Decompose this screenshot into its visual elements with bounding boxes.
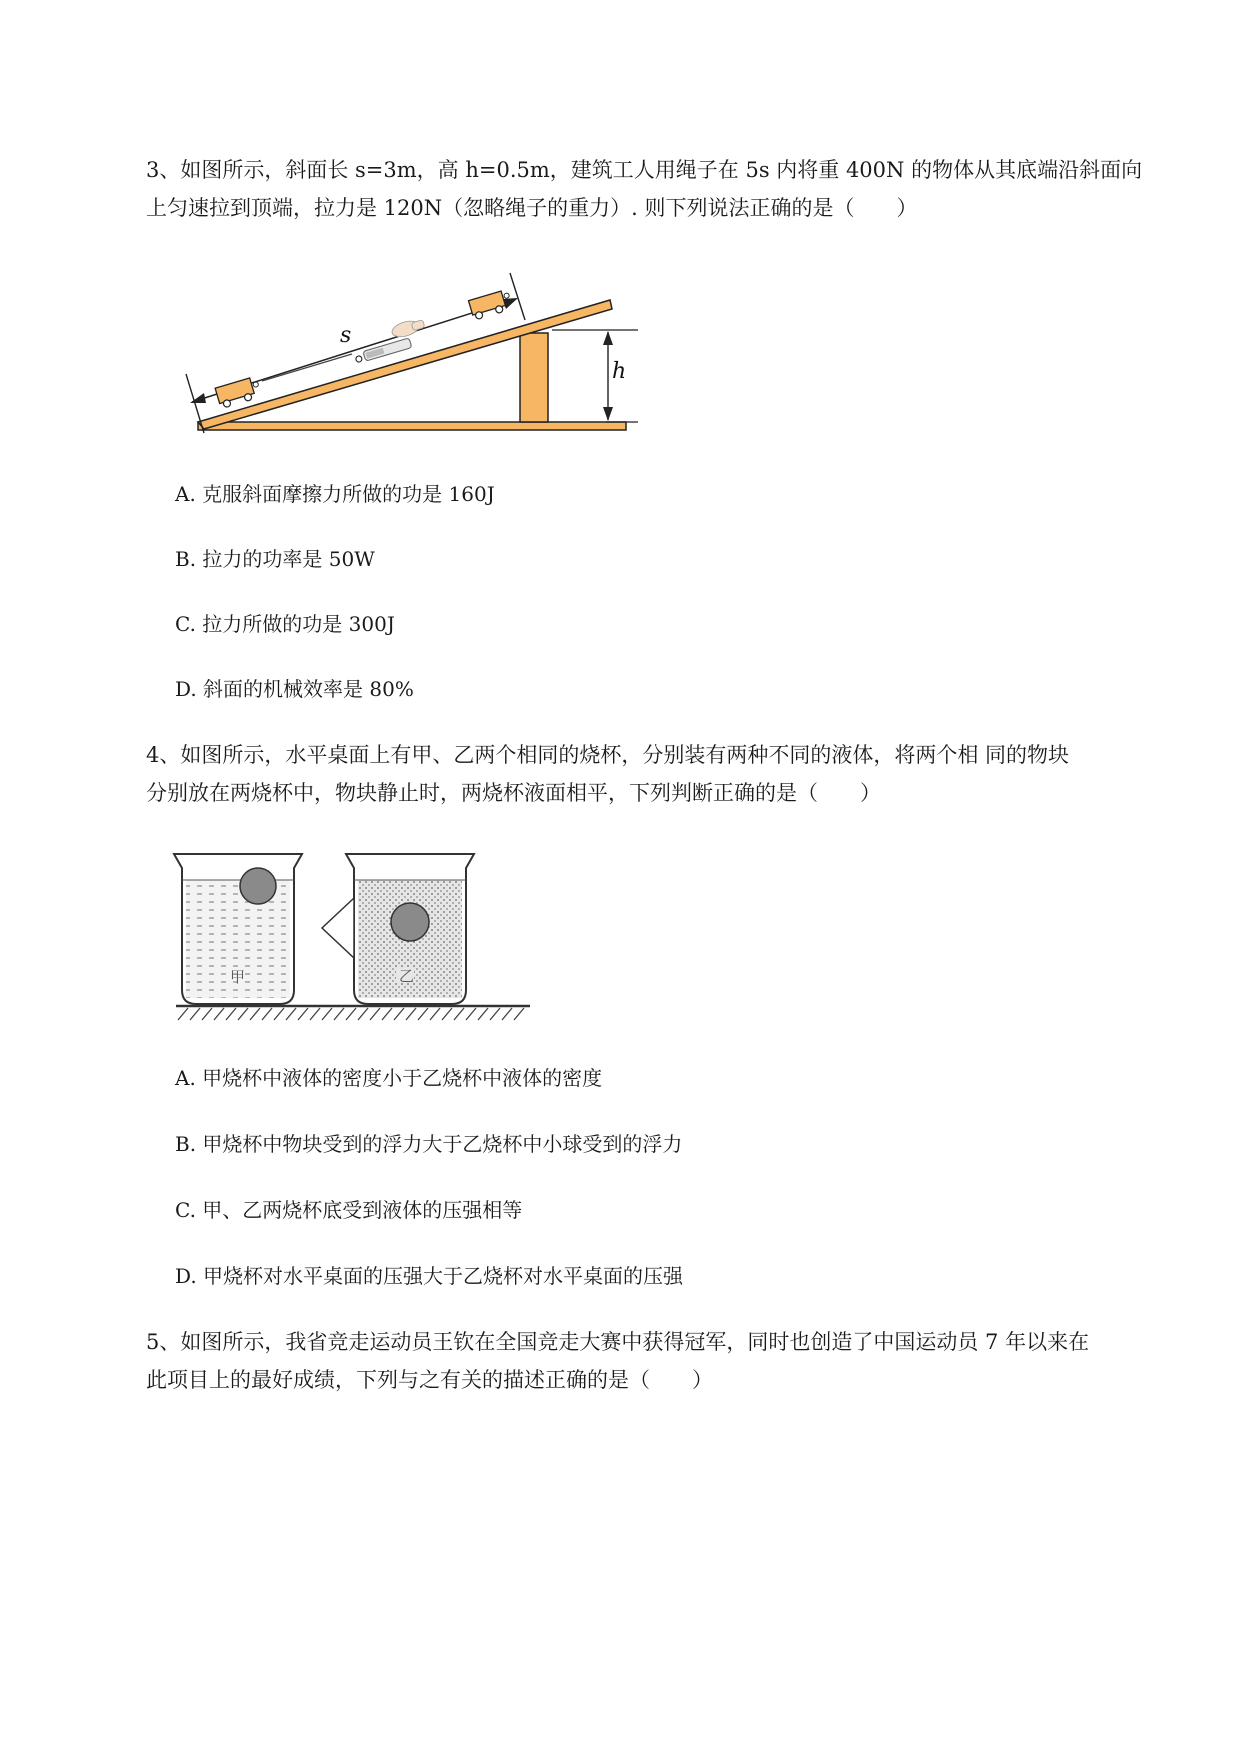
q4-option-d: D. 甲烧杯对水平桌面的压强大于乙烧杯对水平桌面的压强	[175, 1264, 684, 1288]
q3-option-a: A. 克服斜面摩擦力所做的功是 160J	[175, 482, 495, 506]
cart-bottom	[215, 376, 262, 409]
q3-option-c: C. 拉力所做的功是 300J	[175, 612, 395, 636]
label-s: s	[340, 323, 352, 348]
label-h: h	[612, 359, 627, 384]
q5-stem-line-1: 5、如图所示，我省竞走运动员王钦在全国竞走大赛中获得冠军，同时也创造了中国运动员 7 年以来在	[146, 1330, 1090, 1354]
q4-stem-line-1: 4、如图所示，水平桌面上有甲、乙两个相同的烧杯，分别装有两种不同的液体，将两个相 同的物块	[146, 743, 1070, 767]
q4-option-b: B. 甲烧杯中物块受到的浮力大于乙烧杯中小球受到的浮力	[175, 1132, 683, 1156]
q3-incline-figure	[180, 265, 640, 435]
hand	[390, 317, 426, 340]
ball-right	[391, 903, 429, 941]
q4-option-c: C. 甲、乙两烧杯底受到液体的压强相等	[175, 1198, 523, 1222]
incline-plank	[198, 300, 612, 429]
q3-stem-line-2: 上匀速拉到顶端，拉力是 120N（忽略绳子的重力）. 则下列说法正确的是（ ）	[146, 196, 918, 220]
q4-beakers-figure	[172, 850, 534, 1030]
q3-stem-line-1: 3、如图所示，斜面长 s=3m，高 h=0.5m，建筑工人用绳子在 5s 内将重 400N 的物体从其底端沿斜面向	[146, 158, 1143, 182]
support-block	[520, 333, 548, 422]
q4-stem-line-2: 分别放在两烧杯中，物块静止时，两烧杯液面相平，下列判断正确的是（ ）	[146, 781, 881, 805]
q3-option-d: D. 斜面的机械效率是 80%	[175, 677, 414, 701]
q4-option-a: A. 甲烧杯中液体的密度小于乙烧杯中液体的密度	[175, 1066, 603, 1090]
label-yi: 乙	[399, 967, 415, 985]
label-jia: 甲	[230, 968, 246, 986]
q3-option-b: B. 拉力的功率是 50W	[175, 547, 375, 571]
q5-stem-line-2: 此项目上的最好成绩，下列与之有关的描述正确的是（ ）	[146, 1368, 713, 1392]
base-plank	[198, 422, 626, 430]
ball-left	[240, 868, 276, 904]
